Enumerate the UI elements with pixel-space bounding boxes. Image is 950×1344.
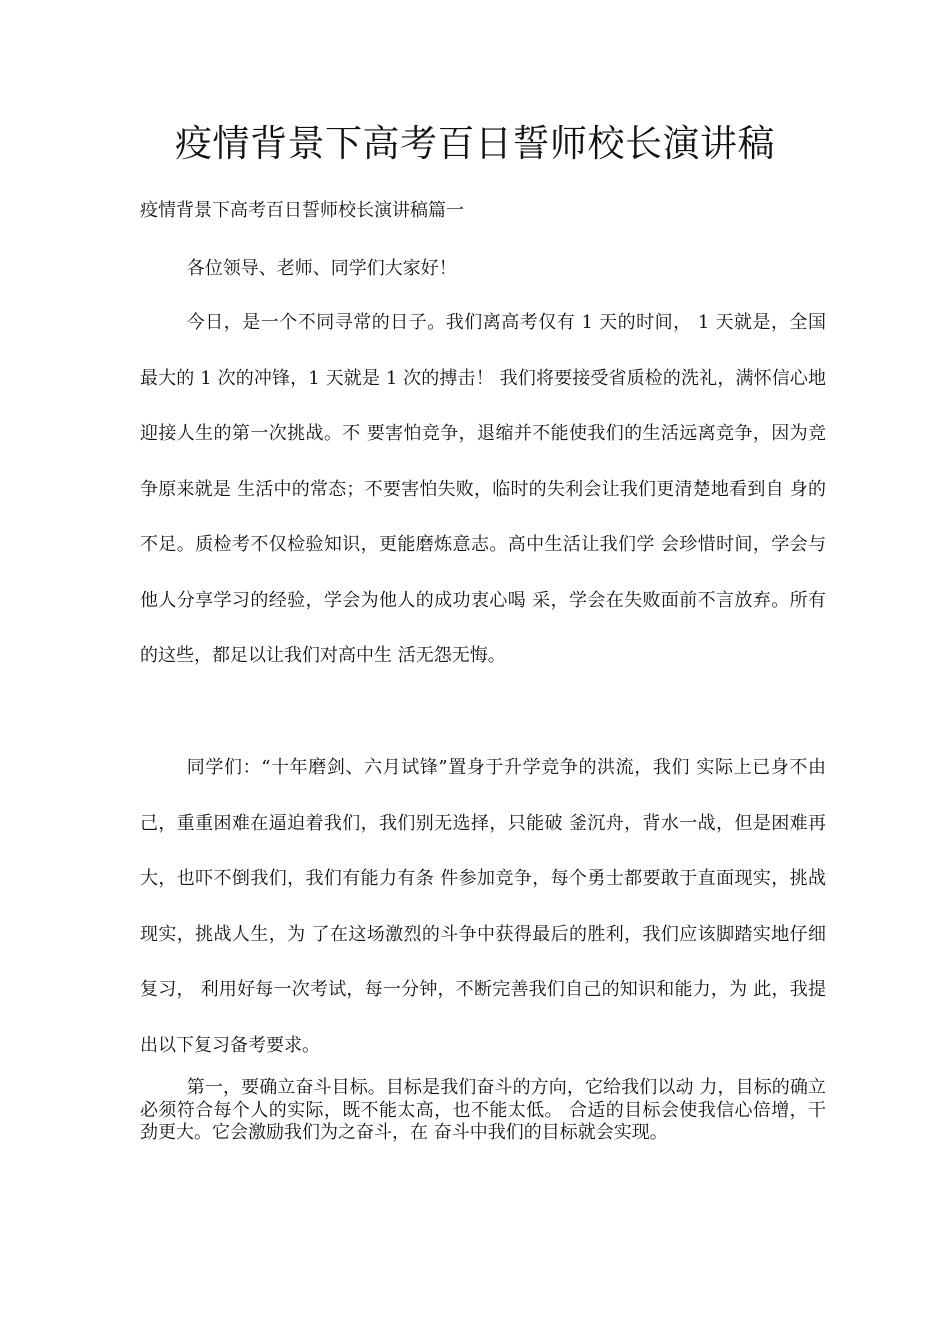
document-title: 疫情背景下高考百日誓师校长演讲稿 bbox=[175, 122, 775, 165]
document-subtitle: 疫情背景下高考百日誓师校长演讲稿篇一 bbox=[140, 200, 464, 221]
greeting-paragraph: 各位领导、老师、同学们大家好！ bbox=[186, 258, 457, 279]
body-paragraph-3: 第一，要确立奋斗目标。目标是我们奋斗的方向，它给我们以动 力，目标的确立必须符合每个人的实际，既不能太高，也不能太低。 合适的目标会使我信心倍增，干劲更大。它会激励我们为之奋斗，在 奋斗中我们的目标就会实现。 bbox=[140, 1077, 826, 1143]
body-paragraph-2: 同学们：“十年磨剑、六月试锋”置身于升学竞争的洪流，我们 实际上已身不由己，重重困难在逼迫着我们，我们别无选择，只能破 釜沉舟，背水一战，但是困难再大，也吓不倒我们，我们有能力有条 件参加竞争，每个勇士都要敢于直面现实，挑战现实，挑战人生，为 了在这场激烈的斗争中获得最后的胜利，我们应该脚踏实地仔细复习， 利用好每一次考试，每一分钟，不断完善我们自己的知识和能力，为 此，我提出以下复习备考要求。 bbox=[140, 757, 826, 1056]
body-paragraph-1: 今日，是一个不同寻常的日子。我们离高考仅有 1 天的时间， 1 天就是，全国最大的 1 次的冲锋，1 天就是 1 次的搏击！ 我们将要接受省质检的洗礼，满怀信心地迎接人生的第一次挑战。不 要害怕竞争，退缩并不能使我们的生活远离竞争，因为竞争原来就是 生活中的常态；不要害怕失败，临时的失利会让我们更清楚地看到自 身的不足。质检考不仅检验知识，更能磨炼意志。高中生活让我们学 会珍惜时间，学会与他人分享学习的经验，学会为他人的成功衷心喝 采，学会在失败面前不言放弃。所有的这些，都足以让我们对高中生 活无怨无悔。 bbox=[140, 312, 826, 666]
